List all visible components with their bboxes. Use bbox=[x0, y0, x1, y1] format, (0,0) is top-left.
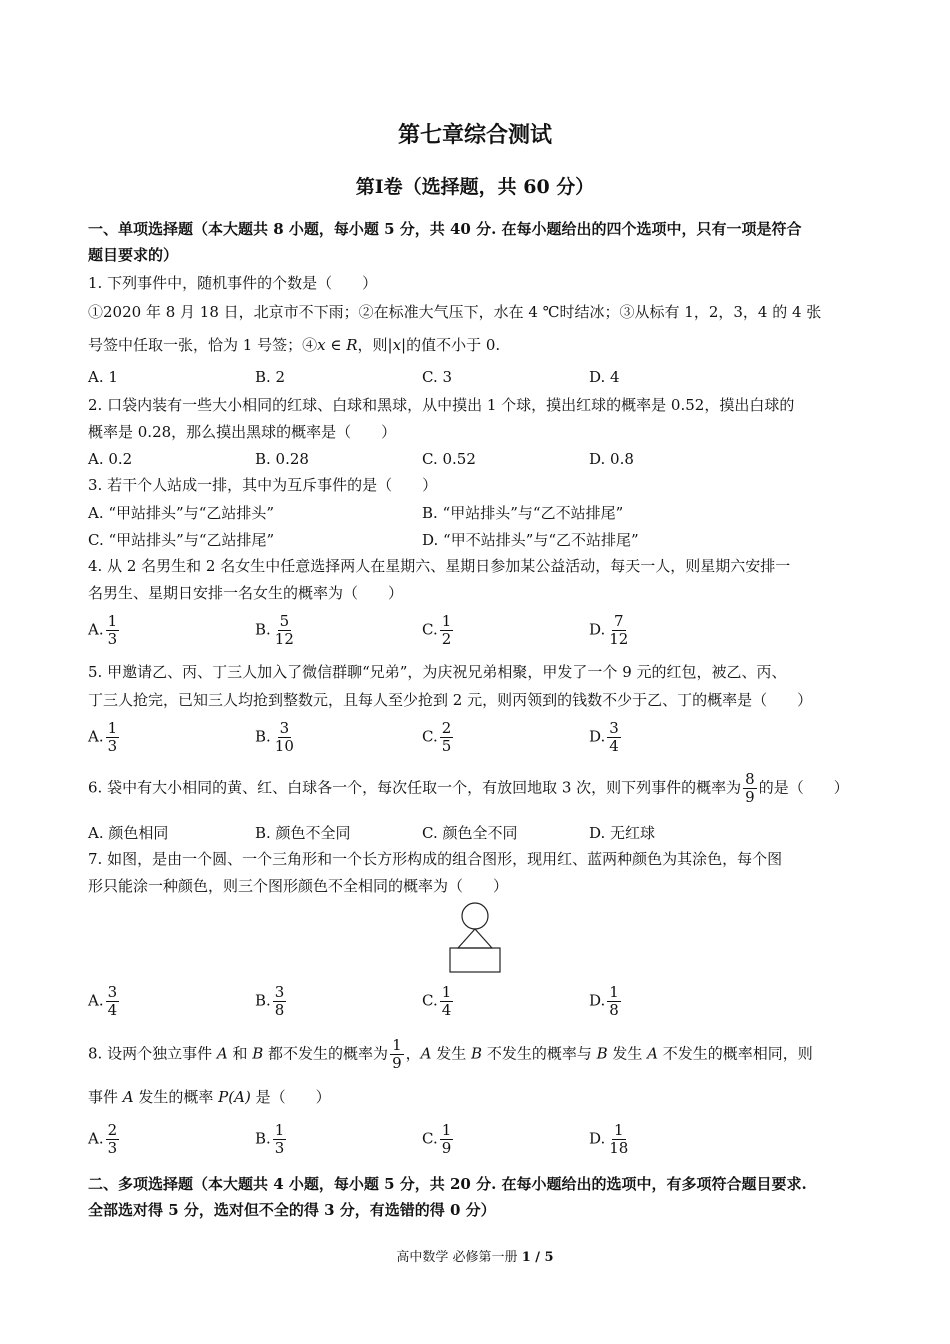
section1-heading-line2: 题目要求的） bbox=[88, 246, 179, 264]
q5-line1: 5. 甲邀请乙、丙、丁三人加入了微信群聊“兄弟”，为庆祝兄弟相聚，甲发了一个 9 元的红包，被乙、丙、 bbox=[88, 663, 787, 681]
q2-line2: 概率是 0.28，那么摸出黑球的概率是（ ） bbox=[88, 423, 397, 441]
denominator: 2 bbox=[441, 630, 452, 648]
q7-line2: 形只能涂一种颜色，则三个图形颜色不全相同的概率为（ ） bbox=[88, 877, 509, 895]
numerator: 3 bbox=[279, 719, 290, 737]
q8-var-b: B bbox=[252, 1044, 264, 1063]
q7-option-d-label: D. bbox=[589, 991, 606, 1010]
q7-option-c[interactable] bbox=[422, 984, 455, 1019]
numerator: 1 bbox=[441, 612, 452, 630]
q1-line3-text-a: 号签中任取一张，恰为 1 号签；④ bbox=[88, 336, 318, 354]
q6-option-a[interactable]: A. 颜色相同 bbox=[88, 824, 169, 842]
page-subtitle: 第Ⅰ卷（选择题，共 60 分） bbox=[355, 176, 595, 198]
q4-option-c-fraction bbox=[440, 613, 454, 648]
q5-option-b-label: B. bbox=[255, 727, 271, 746]
q4-option-c-label: C. bbox=[422, 620, 438, 639]
q5-option-a[interactable] bbox=[88, 720, 121, 755]
q8-option-b-fraction bbox=[273, 1122, 287, 1157]
q7-line1: 7. 如图，是由一个圆、一个三角形和一个长方形构成的组合图形，现用红、蓝两种颜色为其涂色，每个图 bbox=[88, 850, 783, 868]
q1-line2: ①2020 年 8 月 18 日，北京市不下雨；②在标准大气压下，水在 4 ℃时结冰；③从标有 1，2，3，4 的 4 张 bbox=[88, 303, 822, 321]
q3-option-d[interactable]: D. “甲不站排头”与“乙不站排尾” bbox=[422, 531, 639, 549]
footer-text: 高中数学 必修第一册 bbox=[396, 1250, 522, 1265]
q6-option-b[interactable]: B. 颜色不全同 bbox=[255, 824, 351, 842]
numerator: 1 bbox=[441, 1121, 452, 1139]
denominator: 3 bbox=[274, 1139, 285, 1157]
numerator: 1 bbox=[107, 719, 118, 737]
q8-var-b: B bbox=[596, 1044, 608, 1063]
q8-text: ， bbox=[405, 1044, 421, 1063]
q8-text: 是（ ） bbox=[250, 1088, 331, 1106]
q1-line3 bbox=[88, 335, 500, 355]
numerator: 2 bbox=[107, 1121, 118, 1139]
q4-option-d[interactable] bbox=[589, 613, 632, 648]
q8-text: 都不发生的概率为 bbox=[263, 1044, 389, 1063]
q5-option-c[interactable] bbox=[422, 720, 455, 755]
triangle-shape bbox=[458, 929, 492, 948]
denominator: 3 bbox=[107, 1139, 118, 1157]
q8-text: 不发生的概率相同，则 bbox=[658, 1044, 813, 1063]
q4-option-b-label: B. bbox=[255, 620, 271, 639]
denominator: 9 bbox=[392, 1054, 402, 1072]
q1-stem: 1. 下列事件中，随机事件的个数是（ ） bbox=[88, 274, 378, 292]
numerator: 8 bbox=[745, 770, 755, 788]
q5-option-c-fraction bbox=[440, 720, 454, 755]
q6-line1-text-a: 6. 袋中有大小相同的黄、红、白球各一个，每次任取一个，有放回地取 3 次，则下列事件的概率为 bbox=[88, 778, 742, 797]
denominator: 12 bbox=[609, 630, 629, 648]
q6-option-d[interactable]: D. 无红球 bbox=[589, 824, 656, 842]
q7-option-d-fraction bbox=[607, 984, 621, 1019]
q7-option-d[interactable] bbox=[589, 984, 623, 1019]
denominator: 4 bbox=[107, 1001, 118, 1019]
q8-var-b: B bbox=[471, 1044, 483, 1063]
q8-var-a: A bbox=[420, 1044, 432, 1063]
q8-text: 不发生的概率与 bbox=[482, 1044, 597, 1063]
q7-option-c-label: C. bbox=[422, 991, 438, 1010]
denominator: 5 bbox=[441, 737, 452, 755]
q1-math-abs-x: |x| bbox=[387, 336, 407, 354]
q5-option-d-label: D. bbox=[589, 727, 606, 746]
numerator: 1 bbox=[392, 1036, 402, 1054]
q4-option-d-label: D. bbox=[589, 620, 606, 639]
q5-option-b-fraction bbox=[273, 720, 296, 755]
numerator: 3 bbox=[107, 983, 118, 1001]
q5-option-a-fraction bbox=[106, 720, 120, 755]
page-title: 第七章综合测试 bbox=[397, 122, 552, 148]
denominator: 3 bbox=[107, 737, 118, 755]
q5-option-d[interactable] bbox=[589, 720, 623, 755]
page-footer bbox=[0, 1246, 950, 1265]
q4-option-d-fraction bbox=[607, 613, 630, 648]
numerator: 3 bbox=[609, 719, 619, 737]
q8-math-pa: (A) bbox=[228, 1088, 251, 1106]
denominator: 10 bbox=[274, 737, 294, 755]
q8-var-p: P bbox=[218, 1088, 229, 1106]
q8-text: 发生的概率 bbox=[133, 1088, 219, 1106]
q8-option-a[interactable] bbox=[88, 1122, 121, 1157]
q8-option-b[interactable] bbox=[255, 1122, 288, 1157]
q7-option-a[interactable] bbox=[88, 984, 121, 1019]
section2-heading-line2: 全部选对得 5 分，选对但不全的得 3 分，有选错的得 0 分） bbox=[88, 1201, 496, 1219]
q6-fraction bbox=[743, 771, 757, 806]
q8-var-a: A bbox=[647, 1044, 659, 1063]
q8-line2 bbox=[88, 1087, 331, 1107]
q7-option-a-label: A. bbox=[88, 991, 104, 1010]
q2-line1: 2. 口袋内装有一些大小相同的红球、白球和黑球，从中摸出 1 个球，摸出红球的概率是 0.52，摸出白球的 bbox=[88, 396, 795, 414]
denominator: 12 bbox=[274, 630, 294, 648]
q1-option-a[interactable]: A. 1 bbox=[88, 368, 118, 386]
q7-option-b[interactable] bbox=[255, 984, 288, 1019]
numerator: 5 bbox=[279, 612, 290, 630]
q5-option-a-label: A. bbox=[88, 727, 104, 746]
numerator: 1 bbox=[441, 983, 452, 1001]
q4-option-a[interactable] bbox=[88, 613, 121, 648]
q5-line2: 丁三人抢完，已知三人均抢到整数元，且每人至少抢到 2 元，则丙领到的钱数不少于乙、丁的概率是（ ） bbox=[88, 691, 813, 709]
q6-line1 bbox=[88, 771, 849, 806]
q8-text: 发生 bbox=[607, 1044, 648, 1063]
q4-option-a-fraction bbox=[106, 613, 120, 648]
section2-heading-line1: 二、多项选择题（本大题共 4 小题，每小题 5 分，共 20 分. 在每小题给出的选项中，有多项符合题目要求. bbox=[88, 1175, 807, 1193]
numerator: 1 bbox=[274, 1121, 285, 1139]
q1-math-x-in-r: x ∈ R bbox=[317, 336, 358, 354]
q8-line1 bbox=[88, 1037, 813, 1072]
denominator: 3 bbox=[107, 630, 118, 648]
q1-option-c[interactable]: C. 3 bbox=[422, 368, 453, 386]
q8-var-a: A bbox=[122, 1088, 134, 1106]
q3-option-b[interactable]: B. “甲站排头”与“乙不站排尾” bbox=[422, 504, 624, 522]
page-number: 1 / 5 bbox=[521, 1250, 554, 1265]
section1-heading-line1: 一、单项选择题（本大题共 8 小题，每小题 5 分，共 40 分. 在每小题给出的四个选项中，只有一项是符合 bbox=[88, 220, 802, 238]
q3-option-a[interactable]: A. “甲站排头”与“乙站排头” bbox=[88, 504, 275, 522]
denominator: 18 bbox=[609, 1139, 629, 1157]
q8-option-a-fraction bbox=[106, 1122, 120, 1157]
q5-option-b[interactable] bbox=[255, 720, 298, 755]
q8-fraction bbox=[390, 1037, 404, 1072]
q1-line3-text-c: ，则 bbox=[357, 336, 388, 354]
q8-text: 事件 bbox=[88, 1088, 123, 1106]
q7-option-a-fraction bbox=[106, 984, 120, 1019]
denominator: 4 bbox=[609, 737, 619, 755]
q7-option-c-fraction bbox=[440, 984, 454, 1019]
numerator: 3 bbox=[274, 983, 285, 1001]
q4-line1: 4. 从 2 名男生和 2 名女生中任意选择两人在星期六、星期日参加某公益活动，每天一人，则星期六安排一 bbox=[88, 557, 791, 575]
denominator: 8 bbox=[274, 1001, 285, 1019]
q7-option-b-label: B. bbox=[255, 991, 271, 1010]
q1-option-b[interactable]: B. 2 bbox=[255, 368, 286, 386]
q8-text: 发生 bbox=[431, 1044, 472, 1063]
q8-var-a: A bbox=[216, 1044, 228, 1063]
q2-option-a[interactable]: A. 0.2 bbox=[88, 450, 133, 468]
denominator: 8 bbox=[609, 1001, 619, 1019]
q8-text: 和 bbox=[227, 1044, 253, 1063]
q8-option-a-label: A. bbox=[88, 1129, 104, 1148]
q8-text: 8. 设两个独立事件 bbox=[88, 1044, 217, 1063]
q5-option-c-label: C. bbox=[422, 727, 438, 746]
q4-option-a-label: A. bbox=[88, 620, 104, 639]
numerator: 7 bbox=[614, 612, 624, 630]
denominator: 9 bbox=[745, 788, 755, 806]
denominator: 9 bbox=[441, 1139, 452, 1157]
q4-option-c[interactable] bbox=[422, 613, 455, 648]
numerator: 1 bbox=[609, 983, 619, 1001]
q7-option-b-fraction bbox=[273, 984, 287, 1019]
q4-option-b-fraction bbox=[273, 613, 296, 648]
numerator: 2 bbox=[441, 719, 452, 737]
q5-option-d-fraction bbox=[607, 720, 621, 755]
rectangle-shape bbox=[450, 948, 500, 972]
q4-line2: 名男生、星期日安排一名女生的概率为（ ） bbox=[88, 584, 404, 602]
numerator: 1 bbox=[107, 612, 118, 630]
q4-option-b[interactable] bbox=[255, 613, 298, 648]
q2-option-b[interactable]: B. 0.28 bbox=[255, 450, 309, 468]
q8-option-d-fraction bbox=[607, 1122, 630, 1157]
q6-line1-text-b: 的是（ ） bbox=[758, 778, 849, 797]
q1-line3-text-e: 的值不小于 0. bbox=[406, 336, 501, 354]
q2-option-c[interactable]: C. 0.52 bbox=[422, 450, 476, 468]
q8-option-b-label: B. bbox=[255, 1129, 271, 1148]
q8-option-d[interactable] bbox=[589, 1122, 632, 1157]
q8-option-c-label: C. bbox=[422, 1129, 438, 1148]
q3-option-c[interactable]: C. “甲站排头”与“乙站排尾” bbox=[88, 531, 275, 549]
numerator: 1 bbox=[614, 1121, 624, 1139]
denominator: 4 bbox=[441, 1001, 452, 1019]
composite-figure bbox=[445, 900, 505, 975]
q8-option-c[interactable] bbox=[422, 1122, 455, 1157]
q1-option-d[interactable]: D. 4 bbox=[589, 368, 620, 386]
circle-shape bbox=[462, 903, 488, 929]
q6-option-c[interactable]: C. 颜色全不同 bbox=[422, 824, 518, 842]
q8-option-d-label: D. bbox=[589, 1129, 606, 1148]
q2-option-d[interactable]: D. 0.8 bbox=[589, 450, 634, 468]
q8-option-c-fraction bbox=[440, 1122, 454, 1157]
q3-stem: 3. 若干个人站成一排，其中为互斥事件的是（ ） bbox=[88, 476, 438, 494]
